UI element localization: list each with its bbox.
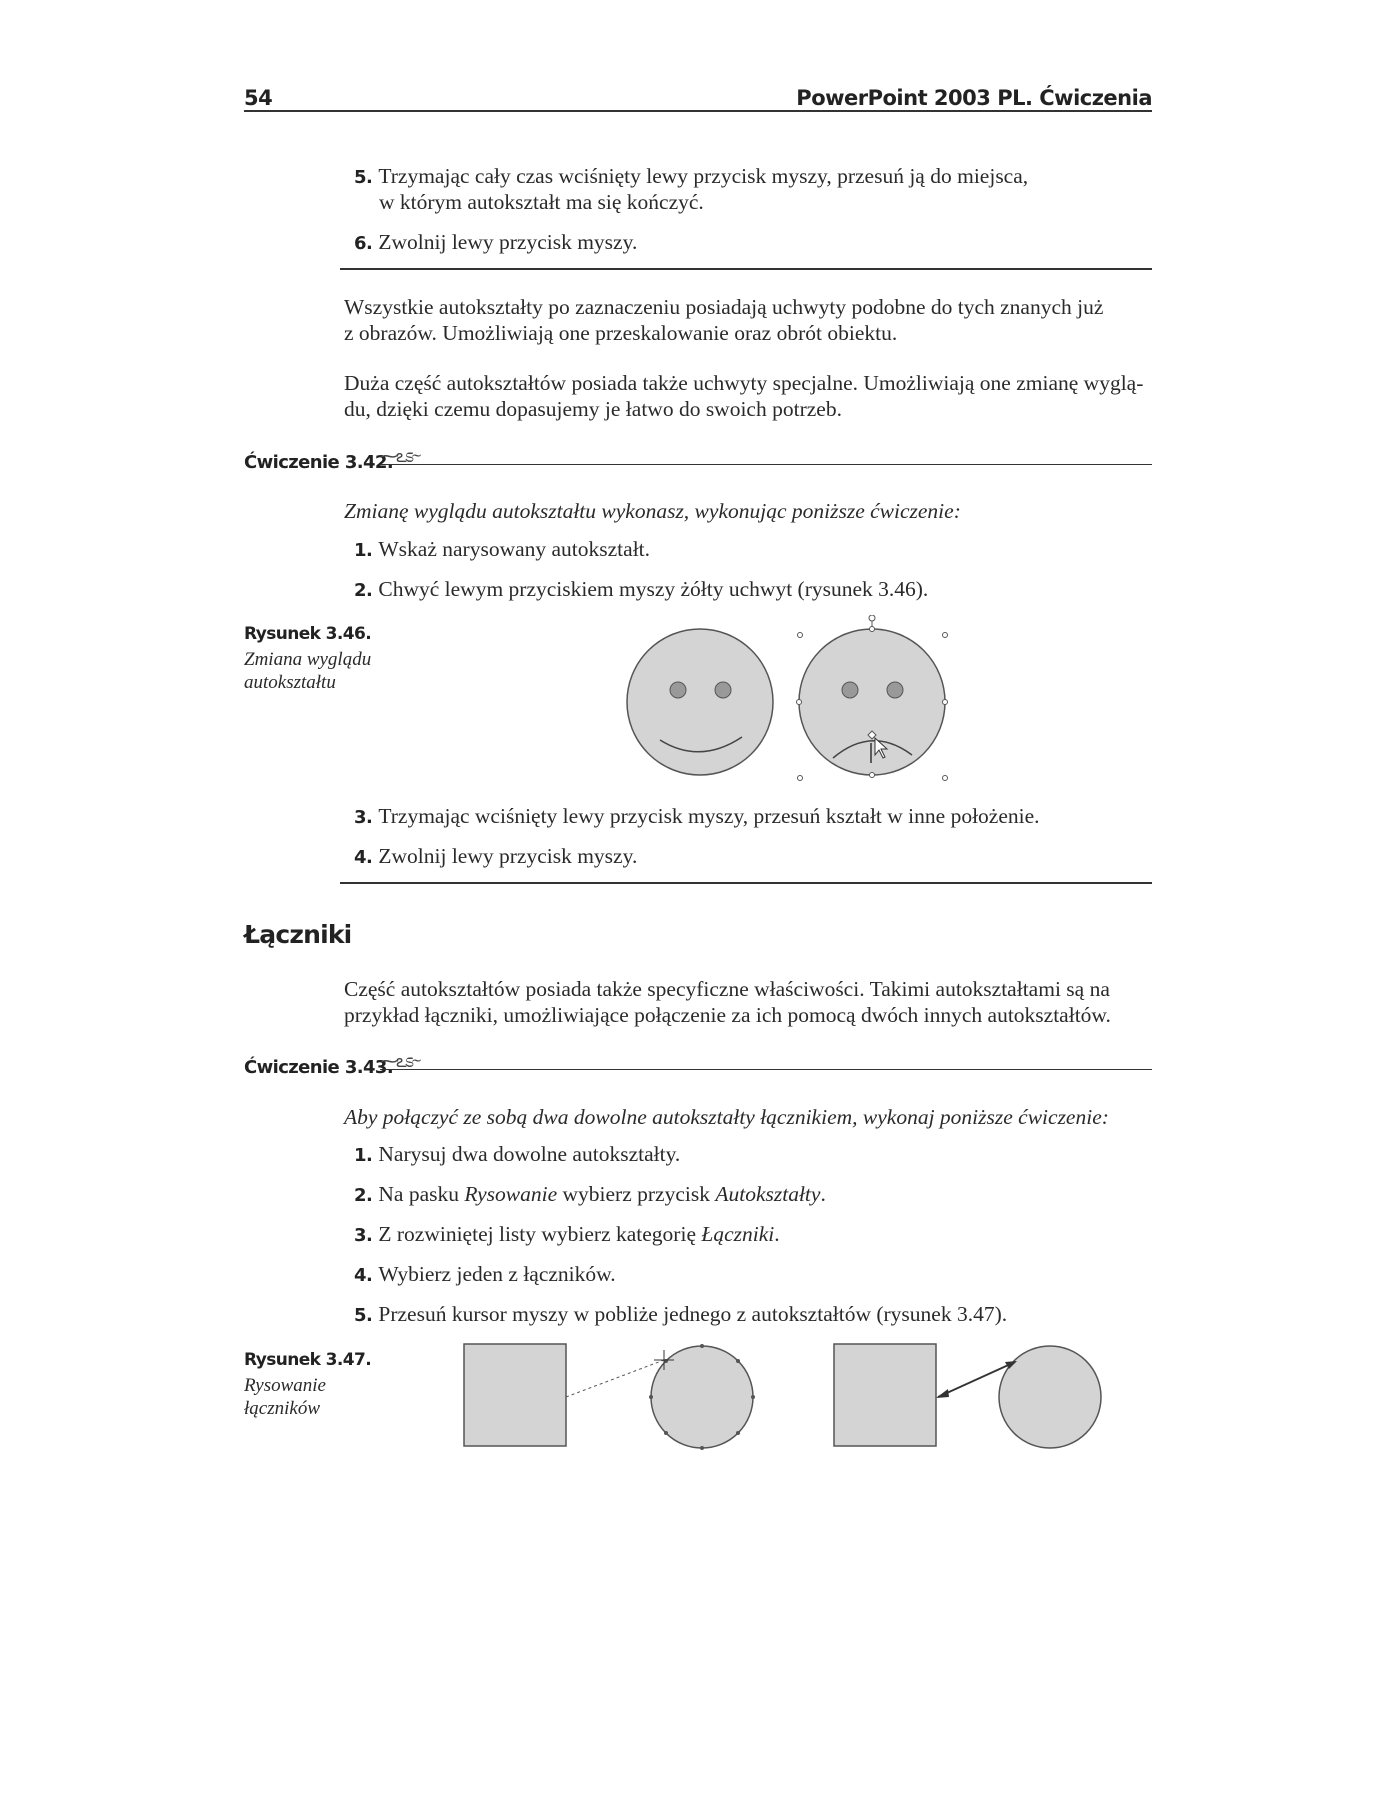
figure-caption	[244, 1374, 404, 1420]
selection-handle	[798, 633, 803, 638]
connection-point	[751, 1395, 755, 1399]
selection-handle	[943, 633, 948, 638]
figure-smileys	[620, 615, 970, 795]
figure-caption-line: Zmiana wyglądu	[244, 649, 372, 670]
step-item	[354, 1181, 826, 1209]
step-text: Z rozwiniętej listy wybierz kategorię	[378, 1222, 702, 1246]
figure-title: Rysunek 3.46.	[244, 624, 372, 644]
selection-handle	[797, 700, 802, 705]
sad-face	[799, 629, 945, 775]
connection-point	[664, 1431, 668, 1435]
section-title: Łączniki	[244, 920, 352, 949]
step-text-emphasis: Łączniki	[701, 1222, 775, 1246]
paragraph-line: z obrazów. Umożliwiają one przeskalowanie oraz obrót obiektu.	[344, 321, 898, 345]
square-shape	[464, 1344, 566, 1446]
page-number: 54	[244, 86, 273, 110]
ornament-icon: ⁓ఽಽ⁓	[380, 446, 420, 466]
selection-handle	[943, 776, 948, 781]
exercise-rule	[380, 464, 1152, 465]
step-text: .	[774, 1222, 780, 1246]
running-title: PowerPoint 2003 PL. Ćwiczenia	[796, 86, 1152, 110]
step-item	[354, 163, 1028, 191]
selection-handle	[870, 773, 875, 778]
eye	[887, 682, 903, 698]
step-text: Wskaż narysowany autokształt.	[378, 537, 651, 561]
step-text: Trzymając cały czas wciśnięty lewy przycisk myszy, przesuń ją do miejsca,	[378, 164, 1029, 188]
step-number: 3.	[354, 807, 373, 828]
selection-handle	[870, 627, 875, 632]
connection-point	[649, 1395, 653, 1399]
divider	[340, 268, 1152, 270]
step-number: 2.	[354, 580, 373, 601]
figure-connectors	[460, 1340, 1160, 1460]
step-text: Trzymając wciśnięty lewy przycisk myszy, przesuń kształt w inne położenie.	[378, 804, 1040, 828]
step-text-emphasis: Autokształty	[715, 1182, 821, 1206]
exercise-title: Ćwiczenie 3.42.	[244, 452, 394, 473]
square-shape	[834, 1344, 936, 1446]
paragraph-line: przykład łączniki, umożliwiające połączenie za ich pomocą dwóch innych autokształtów.	[344, 1003, 1111, 1027]
step-number: 5.	[354, 167, 373, 188]
selection-handle	[798, 776, 803, 781]
arrowhead-icon	[936, 1389, 949, 1398]
paragraph-line: Wszystkie autokształty po zaznaczeniu posiadają uchwyty podobne do tych znanych już	[344, 295, 1104, 319]
step-item	[354, 229, 637, 257]
exercise-intro: Zmianę wyglądu autokształtu wykonasz, wykonując poniższe ćwiczenie:	[344, 499, 961, 523]
step-number: 2.	[354, 1185, 373, 1206]
step-text: Na pasku	[378, 1182, 465, 1206]
connection-point	[700, 1344, 704, 1348]
figure-title: Rysunek 3.47.	[244, 1350, 372, 1370]
step-number: 1.	[354, 540, 373, 561]
step-number: 4.	[354, 847, 373, 868]
step-item	[354, 1221, 780, 1249]
ornament-icon: ⁓ఽಽ⁓	[380, 1051, 420, 1071]
step-item	[354, 843, 637, 871]
step-number: 1.	[354, 1145, 373, 1166]
connection-point	[736, 1359, 740, 1363]
eye	[842, 682, 858, 698]
figure-caption	[244, 648, 404, 694]
paragraph-line: Duża część autokształtów posiada także uchwyty specjalne. Umożliwiają one zmianę wyglą-	[344, 371, 1144, 395]
step-text: wybierz przycisk	[557, 1182, 716, 1206]
step-item	[354, 1301, 1007, 1329]
step-text: Zwolnij lewy przycisk myszy.	[378, 844, 638, 868]
step-text-emphasis: Rysowanie	[464, 1182, 558, 1206]
step-item	[354, 1141, 680, 1169]
step-number: 3.	[354, 1225, 373, 1246]
dashed-connector	[566, 1360, 664, 1397]
eye	[715, 682, 731, 698]
step-number: 6.	[354, 233, 373, 254]
figure-caption-line: Rysowanie	[244, 1375, 326, 1396]
step-text: Zwolnij lewy przycisk myszy.	[378, 230, 638, 254]
rotation-handle	[869, 615, 875, 621]
step-item	[354, 803, 1040, 831]
step-item	[354, 536, 650, 564]
connection-point	[700, 1446, 704, 1450]
exercise-title: Ćwiczenie 3.43.	[244, 1057, 394, 1078]
step-item	[354, 1261, 616, 1289]
figure-caption-line: autokształtu	[244, 672, 336, 693]
divider	[340, 882, 1152, 884]
step-text: Narysuj dwa dowolne autokształty.	[378, 1142, 681, 1166]
step-text: Wybierz jeden z łączników.	[378, 1262, 616, 1286]
selection-handle	[943, 700, 948, 705]
step-number: 5.	[354, 1305, 373, 1326]
paragraph-line: du, dzięki czemu dopasujemy je łatwo do swoich potrzeb.	[344, 397, 842, 421]
connection-point	[736, 1431, 740, 1435]
exercise-rule	[380, 1069, 1152, 1070]
figure-caption-line: łączników	[244, 1398, 320, 1419]
exercise-intro: Aby połączyć ze sobą dwa dowolne autokształty łącznikiem, wykonaj poniższe ćwiczenie:	[344, 1105, 1109, 1129]
header-rule	[244, 110, 1152, 112]
eye	[670, 682, 686, 698]
step-number: 4.	[354, 1265, 373, 1286]
step-text: Przesuń kursor myszy w pobliże jednego z autokształtów (rysunek 3.47).	[378, 1302, 1008, 1326]
paragraph-line: Część autokształtów posiada także specyficzne właściwości. Takimi autokształtami są na	[344, 977, 1110, 1001]
step-item	[354, 576, 928, 604]
step-text-continuation: w którym autokształt ma się kończyć.	[379, 190, 704, 214]
step-text: .	[820, 1182, 826, 1206]
step-text: Chwyć lewym przyciskiem myszy żółty uchwyt (rysunek 3.46).	[378, 577, 929, 601]
happy-face	[627, 629, 773, 775]
